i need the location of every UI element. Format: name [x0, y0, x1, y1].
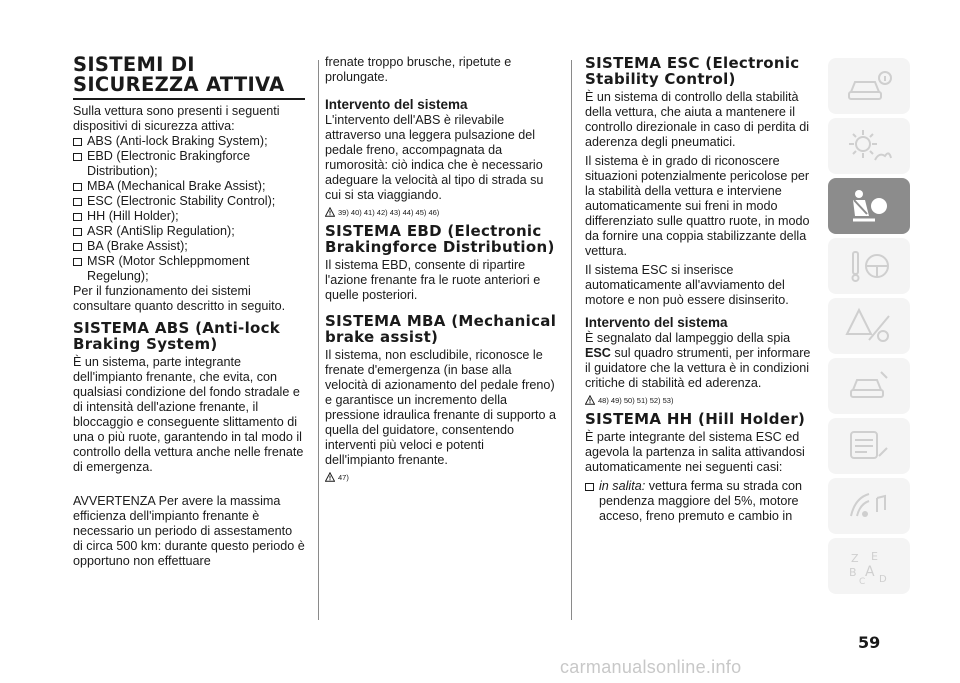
lights-weather-icon [845, 126, 893, 166]
column-divider-1 [318, 60, 319, 620]
checkbox-bullet-icon [73, 213, 82, 221]
esc-text-2: Il sistema è in grado di riconoscere situazioni potenzialmente pericolose per la stabilità della vettura e interviene automaticamente sui freni in modo differenziato sulle quattro ruote, in modo da fornire una coppia stabilizzante della vettura. [585, 154, 810, 258]
column-2 [325, 55, 557, 488]
esc-label: ESC [585, 346, 611, 360]
tab-index[interactable] [828, 538, 910, 594]
list-item: EBD (Electronic Brakingforce Distribution); [73, 149, 305, 179]
list-item: BA (Brake Assist); [73, 239, 305, 254]
svg-text:C: C [859, 577, 866, 586]
column-1 [73, 55, 305, 573]
esc-text-1: È un sistema di controllo della stabilità della vettura, che aiuta a mantenere il controllo direzionale in caso di perdita di aderenza degli pneumatici. [585, 90, 810, 149]
checkbox-bullet-icon [73, 228, 82, 236]
checkbox-bullet-icon [73, 138, 82, 146]
tab-maintenance[interactable] [828, 358, 910, 414]
tab-multimedia[interactable] [828, 478, 910, 534]
checkbox-bullet-icon [73, 258, 82, 266]
watermark: carmanualsonline.info [560, 657, 742, 677]
checkbox-bullet-icon [73, 153, 82, 161]
column-3 [585, 55, 817, 524]
alphabet-index-icon [845, 546, 893, 586]
checkbox-bullet-icon [73, 198, 82, 206]
chapter-tabs [828, 58, 910, 598]
multimedia-icon [845, 486, 893, 526]
warning-text: AVVERTENZA Per avere la massima efficienza dell'impianto frenante è necessario un periodo di assestamento di circa 500 km: durante questo periodo è opportuno non effettuare [73, 494, 305, 568]
car-info-icon [845, 66, 893, 106]
list-item: ABS (Anti-lock Braking System); [73, 134, 305, 149]
tab-lights[interactable] [828, 118, 910, 174]
intervention-heading: Intervento del sistema [325, 97, 468, 112]
abs-text: È un sistema, parte integrante dell'impianto frenante, che evita, con qualsiasi condizione del fondo stradale e di intensità dell'azione frenante, il bloccaggio e conseguente slittamento di una o più ruote, garantendo in tal modo il controllo della vettura anche nelle frenate di emergenza. [73, 355, 304, 474]
intervention-heading: Intervento del sistema [585, 315, 728, 330]
warning-refs: 47) [325, 472, 557, 482]
seatbelt-airbag-icon [845, 186, 893, 226]
warning-triangle-icon [325, 207, 335, 217]
mba-text: Il sistema, non escludibile, riconosce le frenate d'emergenza (in base alla velocità di azionamento del pedale freno) e garantisce un incremento della pressione idraulica frenante di supporto a quella del guidatore, consentendo interventi più veloci e potenti dell'impianto frenante. [325, 348, 557, 467]
systems-list [73, 134, 305, 284]
maintenance-car-icon [845, 366, 893, 406]
emergency-triangle-icon [845, 306, 893, 346]
warning-refs: 48) 49) 50) 51) 52) 53) [585, 395, 817, 405]
list-item: ASR (AntiSlip Regulation); [73, 224, 305, 239]
ebd-text: Il sistema EBD, consente di ripartire l'azione frenante fra le ruote anteriori e quelle posteriori. [325, 258, 541, 302]
list-item: ESC (Electronic Stability Control); [73, 194, 305, 209]
svg-text:B: B [849, 566, 857, 579]
hh-text: È parte integrante del sistema ESC ed agevola la partenza in salita attivandosi automaticamente nei seguenti casi: [585, 430, 805, 474]
tab-starting[interactable] [828, 238, 910, 294]
list-item: MSR (Motor Schleppmoment Regelung); [73, 254, 305, 284]
svg-text:E: E [871, 550, 878, 563]
ebd-heading: SISTEMA EBD (Electronic Brakingforce Distribution) [325, 222, 555, 256]
hh-heading: SISTEMA HH (Hill Holder) [585, 410, 806, 428]
abs-heading: SISTEMA ABS (Anti-lock Braking System) [73, 319, 281, 353]
checkbox-bullet-icon [73, 183, 82, 191]
mba-heading: SISTEMA MBA (Mechanical brake assist) [325, 312, 557, 346]
checkbox-bullet-icon [73, 243, 82, 251]
section-title: SISTEMI DI SICUREZZA ATTIVA [73, 53, 285, 96]
list-item: HH (Hill Holder); [73, 209, 305, 224]
tab-car-info[interactable] [828, 58, 910, 114]
tab-emergency[interactable] [828, 298, 910, 354]
svg-text:A: A [865, 564, 875, 580]
title-rule [73, 98, 305, 100]
list-item: MBA (Mechanical Brake Assist); [73, 179, 305, 194]
warning-refs: 39) 40) 41) 42) 43) 44) 45) 46) [325, 207, 557, 217]
svg-text:Z: Z [851, 552, 859, 565]
svg-text:D: D [879, 574, 887, 585]
continued-text: frenate troppo brusche, ripetute e prolungate. [325, 55, 512, 84]
esc-heading: SISTEMA ESC (Electronic Stability Control) [585, 54, 800, 88]
column-divider-2 [571, 60, 572, 620]
page-number: 59 [858, 633, 881, 652]
technical-data-icon [845, 426, 893, 466]
outro-text: Per il funzionamento dei sistemi consultare quanto descritto in seguito. [73, 284, 286, 313]
tab-safety[interactable] [828, 178, 910, 234]
intro-text: Sulla vettura sono presenti i seguenti dispositivi di sicurezza attiva: [73, 104, 280, 133]
warning-triangle-icon [325, 472, 335, 482]
warning-triangle-icon [585, 395, 595, 405]
checkbox-bullet-icon [585, 483, 594, 491]
intervention-text: È segnalato dal lampeggio della spia ESC sul quadro strumenti, per informare il guidatore che la vettura è in condizioni critiche di stabilità ed aderenza. [585, 331, 811, 390]
esc-text-3: Il sistema ESC si inserisce automaticamente all'avviamento del motore e non può essere disinserito. [585, 263, 789, 307]
list-item: in salita: vettura ferma su strada con pendenza maggiore del 5%, motore acceso, freno premuto e cambio in [585, 479, 817, 524]
intervention-text: L'intervento dell'ABS è rilevabile attraverso una leggera pulsazione del pedale freno, accompagnata da rumorosità: ciò indica che è necessario adeguare la velocità al tipo di strada su cui si sta viaggiando. [325, 113, 544, 202]
key-steering-icon [845, 246, 893, 286]
tab-technical-data[interactable] [828, 418, 910, 474]
